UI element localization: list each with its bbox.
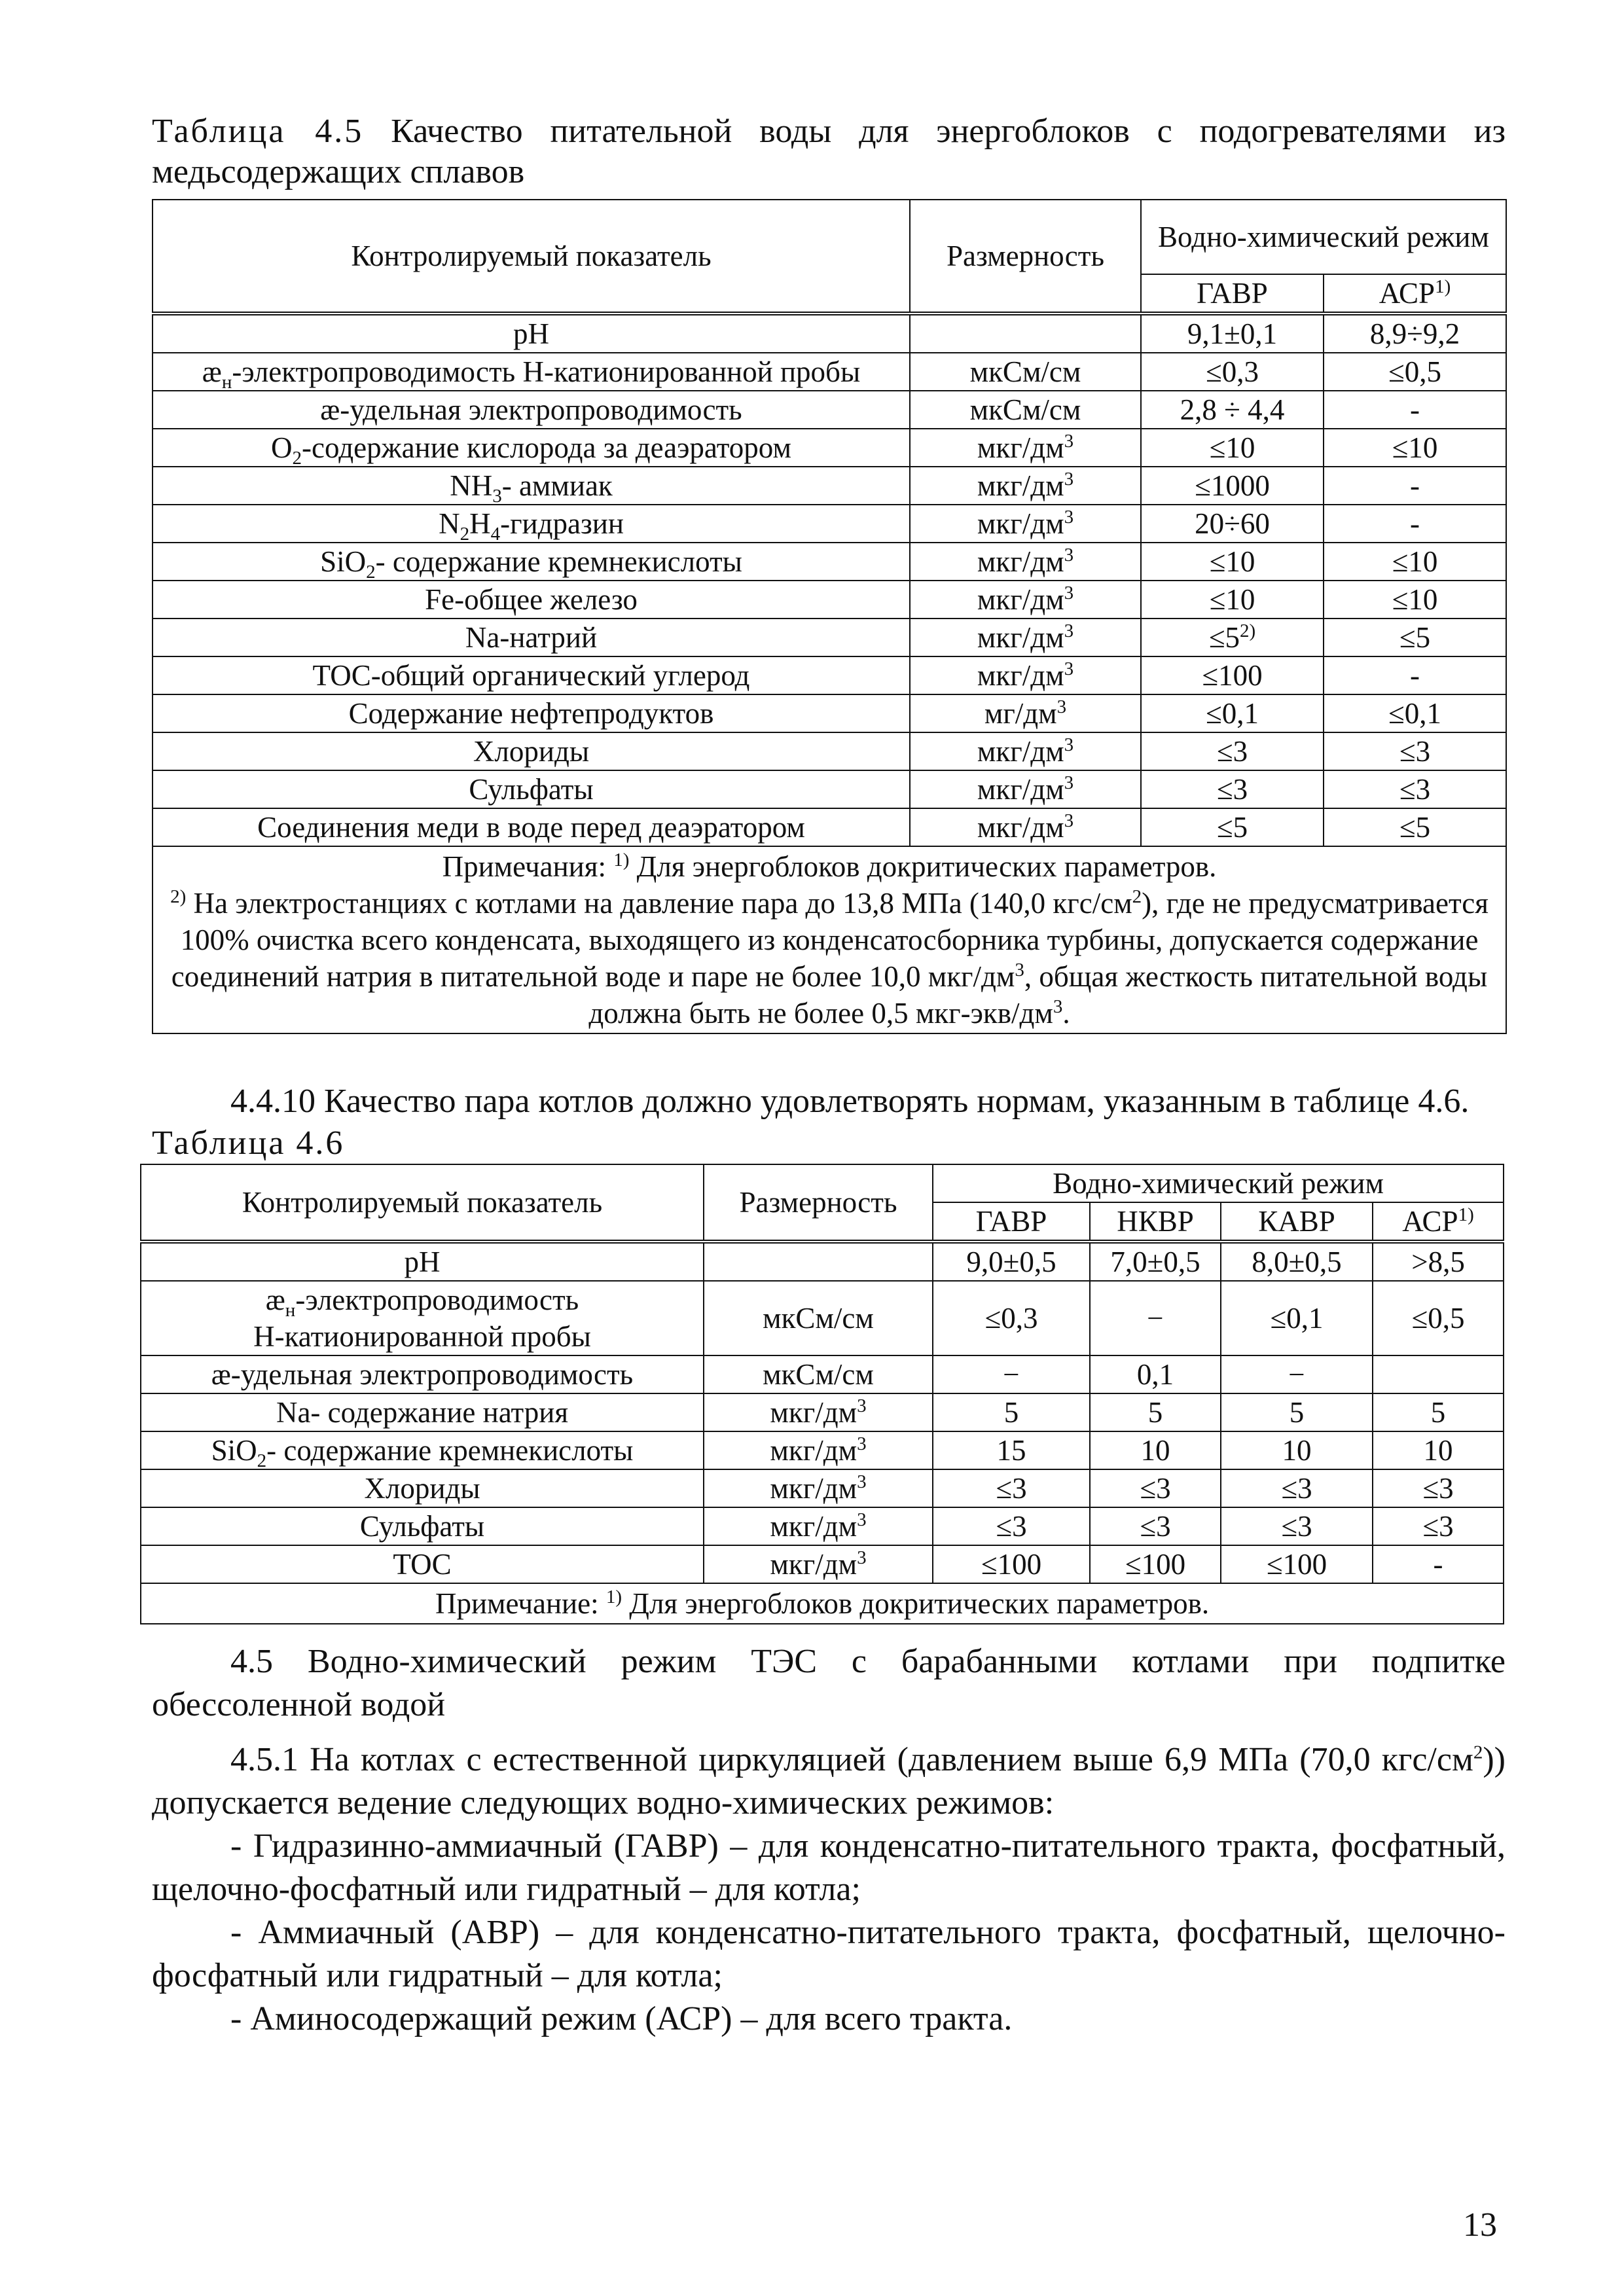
- table1-note-1: [166, 848, 1492, 885]
- value-text: ≤5: [1216, 811, 1248, 844]
- param-cell: [153, 391, 910, 429]
- table1-caption-label: Таблица 4.5: [152, 113, 364, 150]
- gavr-cell: [1141, 467, 1324, 505]
- unit-cell: [704, 1469, 933, 1507]
- value-text: ≤100: [1202, 659, 1263, 692]
- param-line: [145, 1546, 699, 1583]
- nkvr-cell: 5: [1090, 1393, 1221, 1431]
- asr-cell: ≤3: [1324, 732, 1506, 770]
- table1-header-param: Контролируемый показатель: [153, 200, 910, 314]
- gavr-cell: ≤3: [933, 1507, 1090, 1545]
- param-cell: [153, 353, 910, 391]
- param-line: Н-катионированной пробы: [253, 1320, 591, 1353]
- table1-header-unit: Размерность: [910, 200, 1141, 314]
- section-heading-4-5: 4.5 Водно-химический режим ТЭС с барабанными котлами при подпитке обессоленной водой: [152, 1643, 1506, 1723]
- unit-text: мкг/дм: [977, 545, 1064, 578]
- param-line: [145, 1282, 699, 1321]
- param-text: -гидразин: [500, 507, 624, 540]
- param-line: [157, 657, 905, 694]
- gavr-cell: [1141, 619, 1324, 656]
- param-text: Na-натрий: [465, 621, 598, 654]
- nkvr-cell: −: [1090, 1281, 1221, 1355]
- table2-body: [141, 1242, 1504, 1583]
- unit-text: мкг/дм: [770, 1434, 857, 1467]
- note-label: Примечание:: [435, 1587, 599, 1620]
- table1-header-regime: Водно-химический режим: [1141, 200, 1506, 274]
- param-line: [157, 391, 905, 428]
- param-cell: [141, 1469, 704, 1507]
- param-subscript: 2: [292, 448, 302, 469]
- unit-cell: [910, 656, 1141, 694]
- table2-header-gavr: ГАВР: [933, 1202, 1090, 1242]
- kavr-cell: ≤100: [1221, 1545, 1373, 1583]
- param-cell: [153, 808, 910, 846]
- param-line: [145, 1432, 699, 1469]
- unit-cell: [910, 770, 1141, 808]
- table1-header-gavr: ГАВР: [1141, 274, 1324, 314]
- asr-cell: ≤0,5: [1324, 353, 1506, 391]
- unit-text: мкг/дм: [977, 735, 1064, 768]
- param-line: [157, 429, 905, 469]
- param-cell: [153, 732, 910, 770]
- table2-header-row: [141, 1164, 1504, 1202]
- unit-superscript: 3: [1064, 583, 1074, 603]
- asr-cell: -: [1324, 656, 1506, 694]
- param-cell: [153, 467, 910, 505]
- unit-cell: [910, 467, 1141, 505]
- param-text: æ: [202, 355, 222, 388]
- table1-caption: [152, 111, 1506, 192]
- table2-note-row: [141, 1583, 1504, 1624]
- asr-cell: -: [1324, 391, 1506, 429]
- asr-cell: ≤0,5: [1373, 1281, 1504, 1355]
- table2-header-regime: Водно-химический режим: [933, 1164, 1504, 1202]
- param-cell: [153, 543, 910, 581]
- param-cell: [153, 505, 910, 543]
- param-cell: [153, 314, 910, 353]
- param-text: SiO: [320, 545, 367, 578]
- table1-note-2: [166, 885, 1492, 1031]
- document-page: [152, 111, 1506, 2041]
- note2-mark: 2): [170, 886, 187, 907]
- param-text: æ-удельная электропроводимость: [320, 393, 742, 426]
- kavr-cell: 5: [1221, 1393, 1373, 1431]
- table-row: [153, 467, 1506, 505]
- table1-notes-row: [153, 846, 1506, 1033]
- kavr-cell: ≤0,1: [1221, 1281, 1373, 1355]
- table-row: [153, 732, 1506, 770]
- table2-header-param: Контролируемый показатель: [141, 1164, 704, 1242]
- gavr-cell: [1141, 808, 1324, 846]
- gavr-cell: [1141, 314, 1324, 353]
- note2-sup2: 2: [1132, 886, 1142, 907]
- gavr-cell: 15: [933, 1431, 1090, 1469]
- param-subscript: 3: [492, 486, 502, 507]
- param-cell: [153, 770, 910, 808]
- param-text: TOC: [393, 1548, 452, 1581]
- gavr-cell: −: [933, 1355, 1090, 1393]
- unit-cell: [704, 1507, 933, 1545]
- param-subscript: н: [285, 1300, 296, 1321]
- param-text: - содержание кремнекислоты: [266, 1434, 634, 1467]
- table-4-5: [152, 199, 1507, 1034]
- param-text: Соединения меди в воде перед деаэратором: [257, 811, 805, 844]
- value-text: ≤10: [1209, 583, 1255, 616]
- unit-cell: [910, 543, 1141, 581]
- para-451-text-a: 4.5.1 На котлах с естественной циркуляцией (давлением выше 6,9 МПа (70,0 кгс/см: [230, 1741, 1473, 1778]
- value-text: ≤10: [1209, 431, 1255, 464]
- value-text: 2,8 ÷ 4,4: [1180, 393, 1285, 426]
- unit-text: мкг/дм: [977, 773, 1064, 806]
- param-cell: [153, 581, 910, 619]
- param-text: H: [469, 507, 491, 540]
- unit-superscript: 3: [1056, 696, 1067, 717]
- asr-cell: ≤3: [1373, 1507, 1504, 1545]
- gavr-cell: [1141, 353, 1324, 391]
- unit-cell: [910, 808, 1141, 846]
- asr-footnote-mark: 1): [1435, 276, 1451, 297]
- table-row: [153, 314, 1506, 353]
- para-451-text-b: )) допускается ведение следующих водно-химических режимов:: [152, 1741, 1506, 1821]
- table-row: [141, 1242, 1504, 1281]
- unit-cell: [910, 619, 1141, 656]
- gavr-cell: [1141, 732, 1324, 770]
- param-subscript: 2: [366, 562, 376, 583]
- unit-superscript: 3: [857, 1471, 867, 1492]
- param-line: [145, 1244, 699, 1280]
- unit-superscript: 3: [857, 1509, 867, 1530]
- gavr-cell: [1141, 770, 1324, 808]
- kavr-cell: ≤3: [1221, 1469, 1373, 1507]
- asr-footnote-mark: 1): [1458, 1204, 1474, 1225]
- param-line: [157, 809, 905, 846]
- gavr-cell: 9,0±0,5: [933, 1242, 1090, 1281]
- unit-superscript: 3: [1064, 545, 1074, 565]
- param-text: O: [271, 431, 293, 464]
- param-cell: [153, 694, 910, 732]
- table-row: [153, 770, 1506, 808]
- gavr-cell: [1141, 391, 1324, 429]
- param-line: [145, 1508, 699, 1545]
- param-subscript: 4: [490, 524, 501, 545]
- param-cell: [153, 619, 910, 656]
- table2-header-kavr: КАВР: [1221, 1202, 1373, 1242]
- gavr-cell: ≤100: [933, 1545, 1090, 1583]
- param-line: [157, 733, 905, 770]
- gavr-cell: [1141, 694, 1324, 732]
- param-subscript: 2: [257, 1450, 267, 1471]
- param-cell: [153, 656, 910, 694]
- asr-cell: [1373, 1355, 1504, 1393]
- table1-body: [153, 314, 1506, 846]
- param-text: -содержание кислорода за деаэратором: [302, 431, 791, 464]
- param-text: Na- содержание натрия: [276, 1396, 569, 1429]
- nkvr-cell: 10: [1090, 1431, 1221, 1469]
- para-451-sup: 2: [1473, 1742, 1483, 1763]
- asr-cell: 8,9÷9,2: [1324, 314, 1506, 353]
- param-text: SiO: [211, 1434, 257, 1467]
- param-line: [145, 1394, 699, 1431]
- param-text: Сульфаты: [469, 773, 594, 806]
- nkvr-cell: 7,0±0,5: [1090, 1242, 1221, 1281]
- table-row: [153, 505, 1506, 543]
- gavr-cell: [1141, 656, 1324, 694]
- unit-superscript: 3: [1064, 810, 1074, 831]
- nkvr-cell: ≤100: [1090, 1545, 1221, 1583]
- gavr-cell: 5: [933, 1393, 1090, 1431]
- unit-text: мкг/дм: [770, 1548, 857, 1581]
- gavr-cell: [1141, 581, 1324, 619]
- gavr-cell: ≤0,3: [933, 1281, 1090, 1355]
- param-line: [157, 467, 905, 507]
- bullet-item: - Аммиачный (АВР) – для конденсатно-питательного тракта, фосфатный, щелочно-фосфатный или гидратный – для котла;: [152, 1914, 1506, 1994]
- gavr-cell: [1141, 505, 1324, 543]
- asr-cell: 10: [1373, 1431, 1504, 1469]
- unit-cell: [910, 353, 1141, 391]
- table-row: [153, 656, 1506, 694]
- table2-header-unit: Размерность: [704, 1164, 933, 1242]
- table-row: [153, 429, 1506, 467]
- table2-caption: Таблица 4.6: [152, 1124, 345, 1162]
- asr-cell: ≤5: [1324, 808, 1506, 846]
- unit-superscript: 3: [1064, 431, 1074, 452]
- table1-notes: [153, 846, 1506, 1033]
- nkvr-cell: ≤3: [1090, 1507, 1221, 1545]
- unit-text: мкг/дм: [977, 469, 1064, 502]
- param-text: pH: [404, 1246, 441, 1278]
- table-4-6: [140, 1164, 1504, 1624]
- unit-text: мкг/дм: [977, 507, 1064, 540]
- asr-label: АСР: [1379, 277, 1435, 310]
- table-row: [141, 1431, 1504, 1469]
- nkvr-cell: 0,1: [1090, 1355, 1221, 1393]
- note2-sup3: 3: [1015, 960, 1024, 980]
- unit-superscript: 3: [857, 1395, 867, 1416]
- unit-text: мкг/дм: [770, 1396, 857, 1429]
- param-text: pH: [513, 317, 549, 350]
- param-text: æ: [265, 1283, 285, 1316]
- table1-caption-text: Качество питательной воды для энергоблоков с подогревателями из медьсодержащих сплавов: [152, 113, 1506, 190]
- note1-text: Для энергоблоков докритических параметров.: [636, 850, 1217, 883]
- param-subscript: 2: [460, 524, 470, 545]
- asr-cell: ≤0,1: [1324, 694, 1506, 732]
- asr-cell: -: [1324, 467, 1506, 505]
- asr-cell: ≤3: [1324, 770, 1506, 808]
- param-line: [145, 1470, 699, 1507]
- table-row: [153, 353, 1506, 391]
- table-row: [153, 391, 1506, 429]
- unit-text: мг/дм: [984, 697, 1057, 730]
- paragraph-4-4-10: 4.4.10 Качество пара котлов должно удовлетворять нормам, указанным в таблице 4.6.: [230, 1083, 1470, 1120]
- asr-cell: ≤5: [1324, 619, 1506, 656]
- unit-cell: [910, 505, 1141, 543]
- asr-cell: 5: [1373, 1393, 1504, 1431]
- table2-header-asr: [1373, 1202, 1504, 1242]
- page-number: 13: [1463, 2206, 1497, 2244]
- table-row: [141, 1507, 1504, 1545]
- value-footnote: 2): [1240, 620, 1256, 641]
- asr-cell: -: [1373, 1545, 1504, 1583]
- table-row: [153, 543, 1506, 581]
- unit-cell: [910, 732, 1141, 770]
- unit-text: мкСм/см: [763, 1302, 874, 1335]
- unit-cell: [704, 1242, 933, 1281]
- param-text: - содержание кремнекислоты: [375, 545, 742, 578]
- param-text: N: [439, 507, 460, 540]
- param-text: æ-удельная электропроводимость: [211, 1358, 634, 1391]
- unit-cell: [704, 1431, 933, 1469]
- kavr-cell: −: [1221, 1355, 1373, 1393]
- param-line: [157, 353, 905, 393]
- value-text: 20÷60: [1195, 507, 1270, 540]
- param-cell: [141, 1242, 704, 1281]
- unit-text: мкг/дм: [977, 659, 1064, 692]
- gavr-cell: ≤3: [933, 1469, 1090, 1507]
- asr-cell: ≤10: [1324, 581, 1506, 619]
- value-text: ≤0,3: [1206, 355, 1259, 388]
- table2-note: [141, 1583, 1504, 1624]
- asr-label: АСР: [1402, 1205, 1458, 1238]
- unit-text: мкг/дм: [977, 583, 1064, 616]
- note2-text-d: .: [1062, 997, 1070, 1030]
- unit-text: мкг/дм: [977, 811, 1064, 844]
- value-text: ≤1000: [1195, 469, 1270, 502]
- unit-cell: [910, 694, 1141, 732]
- unit-cell: [910, 391, 1141, 429]
- unit-cell: [704, 1281, 933, 1355]
- unit-text: мкСм/см: [763, 1358, 874, 1391]
- table2-header-nkvr: НКВР: [1090, 1202, 1221, 1242]
- param-text: Хлориды: [473, 735, 590, 768]
- param-text: -электропроводимость Н-катионированной пробы: [232, 355, 861, 388]
- param-subscript: н: [221, 372, 232, 393]
- unit-cell: [704, 1355, 933, 1393]
- table-row: [141, 1469, 1504, 1507]
- param-text: - аммиак: [501, 469, 613, 502]
- note-mark: 1): [605, 1587, 623, 1607]
- asr-cell: >8,5: [1373, 1242, 1504, 1281]
- param-cell: [141, 1545, 704, 1583]
- param-line: [145, 1356, 699, 1393]
- unit-cell: [704, 1545, 933, 1583]
- unit-text: мкг/дм: [770, 1472, 857, 1505]
- unit-text: мкг/дм: [770, 1510, 857, 1543]
- unit-text: мкг/дм: [977, 621, 1064, 654]
- param-cell: [141, 1431, 704, 1469]
- unit-superscript: 3: [1064, 772, 1074, 793]
- note2-text-a: На электростанциях с котлами на давление пара до 13,8 МПа (140,0 кгс/см: [193, 887, 1132, 920]
- bullet-item: - Аминосодержащий режим (АСР) – для всего тракта.: [230, 2000, 1013, 2037]
- param-line: [157, 543, 905, 583]
- unit-cell: [704, 1393, 933, 1431]
- value-text: ≤3: [1216, 773, 1248, 806]
- note2-sup4: 3: [1053, 996, 1063, 1017]
- value-text: ≤0,1: [1206, 697, 1259, 730]
- unit-cell: [910, 581, 1141, 619]
- unit-superscript: 3: [1064, 507, 1074, 528]
- asr-cell: -: [1324, 505, 1506, 543]
- unit-superscript: 3: [857, 1547, 867, 1568]
- note1-label: Примечания:: [442, 850, 606, 883]
- asr-cell: ≤10: [1324, 429, 1506, 467]
- table-row: [141, 1281, 1504, 1355]
- gavr-cell: [1141, 429, 1324, 467]
- unit-superscript: 3: [1064, 734, 1074, 755]
- param-text: Сульфаты: [359, 1510, 485, 1543]
- value-text: ≤10: [1209, 545, 1255, 578]
- gavr-cell: [1141, 543, 1324, 581]
- param-cell: [141, 1355, 704, 1393]
- paragraph-4-5-1: [152, 1738, 1506, 1825]
- value-text: ≤5: [1208, 621, 1240, 654]
- param-text: -электропроводимость: [295, 1283, 579, 1316]
- unit-superscript: 3: [857, 1433, 867, 1454]
- param-text: Содержание нефтепродуктов: [348, 697, 714, 730]
- kavr-cell: 10: [1221, 1431, 1373, 1469]
- param-text: Fe-общее железо: [425, 583, 638, 616]
- unit-text: мкСм/см: [969, 393, 1081, 426]
- note2-text-c: , общая жесткость питательной воды должна быть не более 0,5 мкг-экв/дм: [588, 960, 1488, 1030]
- param-text: TOC-общий органический углерод: [312, 659, 750, 692]
- param-cell: [153, 429, 910, 467]
- unit-cell: [910, 429, 1141, 467]
- param-cell: [141, 1281, 704, 1355]
- note2-text-b: ), где не предусматривается 100% очистка всего конденсата, выходящего из конденсатосборника турбины, допускается содержание соединений натрия в питательной воде и паре не более 10,0 мкг/дм: [171, 887, 1489, 993]
- table1-header-asr: [1324, 274, 1506, 314]
- param-text: NH: [450, 469, 493, 502]
- nkvr-cell: ≤3: [1090, 1469, 1221, 1507]
- asr-cell: ≤10: [1324, 543, 1506, 581]
- table-row: [153, 581, 1506, 619]
- kavr-cell: 8,0±0,5: [1221, 1242, 1373, 1281]
- param-cell: [141, 1393, 704, 1431]
- table-row: [153, 619, 1506, 656]
- value-text: 9,1±0,1: [1187, 317, 1278, 350]
- table-row: [141, 1355, 1504, 1393]
- note-text: Для энергоблоков докритических параметров.: [629, 1587, 1210, 1620]
- table-row: [153, 808, 1506, 846]
- param-text: Хлориды: [364, 1472, 480, 1505]
- unit-text: мкг/дм: [977, 431, 1064, 464]
- unit-superscript: 3: [1064, 469, 1074, 490]
- note1-mark: 1): [613, 850, 630, 870]
- unit-cell: [910, 314, 1141, 353]
- param-line: [157, 505, 905, 545]
- unit-superscript: 3: [1064, 620, 1074, 641]
- table-row: [141, 1545, 1504, 1583]
- param-line: [157, 619, 905, 656]
- table-row: [141, 1393, 1504, 1431]
- unit-superscript: 3: [1064, 658, 1074, 679]
- bullet-item: - Гидразинно-аммиачный (ГАВР) – для конденсатно-питательного тракта, фосфатный, щелочно-фосфатный или гидратный – для котла;: [152, 1827, 1506, 1908]
- kavr-cell: ≤3: [1221, 1507, 1373, 1545]
- unit-text: мкСм/см: [969, 355, 1081, 388]
- param-line: [157, 315, 905, 352]
- param-line: [157, 695, 905, 732]
- table-row: [153, 694, 1506, 732]
- param-line: [157, 581, 905, 618]
- param-cell: [141, 1507, 704, 1545]
- asr-cell: ≤3: [1373, 1469, 1504, 1507]
- param-line: [157, 771, 905, 808]
- table1-header-row: [153, 200, 1506, 274]
- value-text: ≤3: [1216, 735, 1248, 768]
